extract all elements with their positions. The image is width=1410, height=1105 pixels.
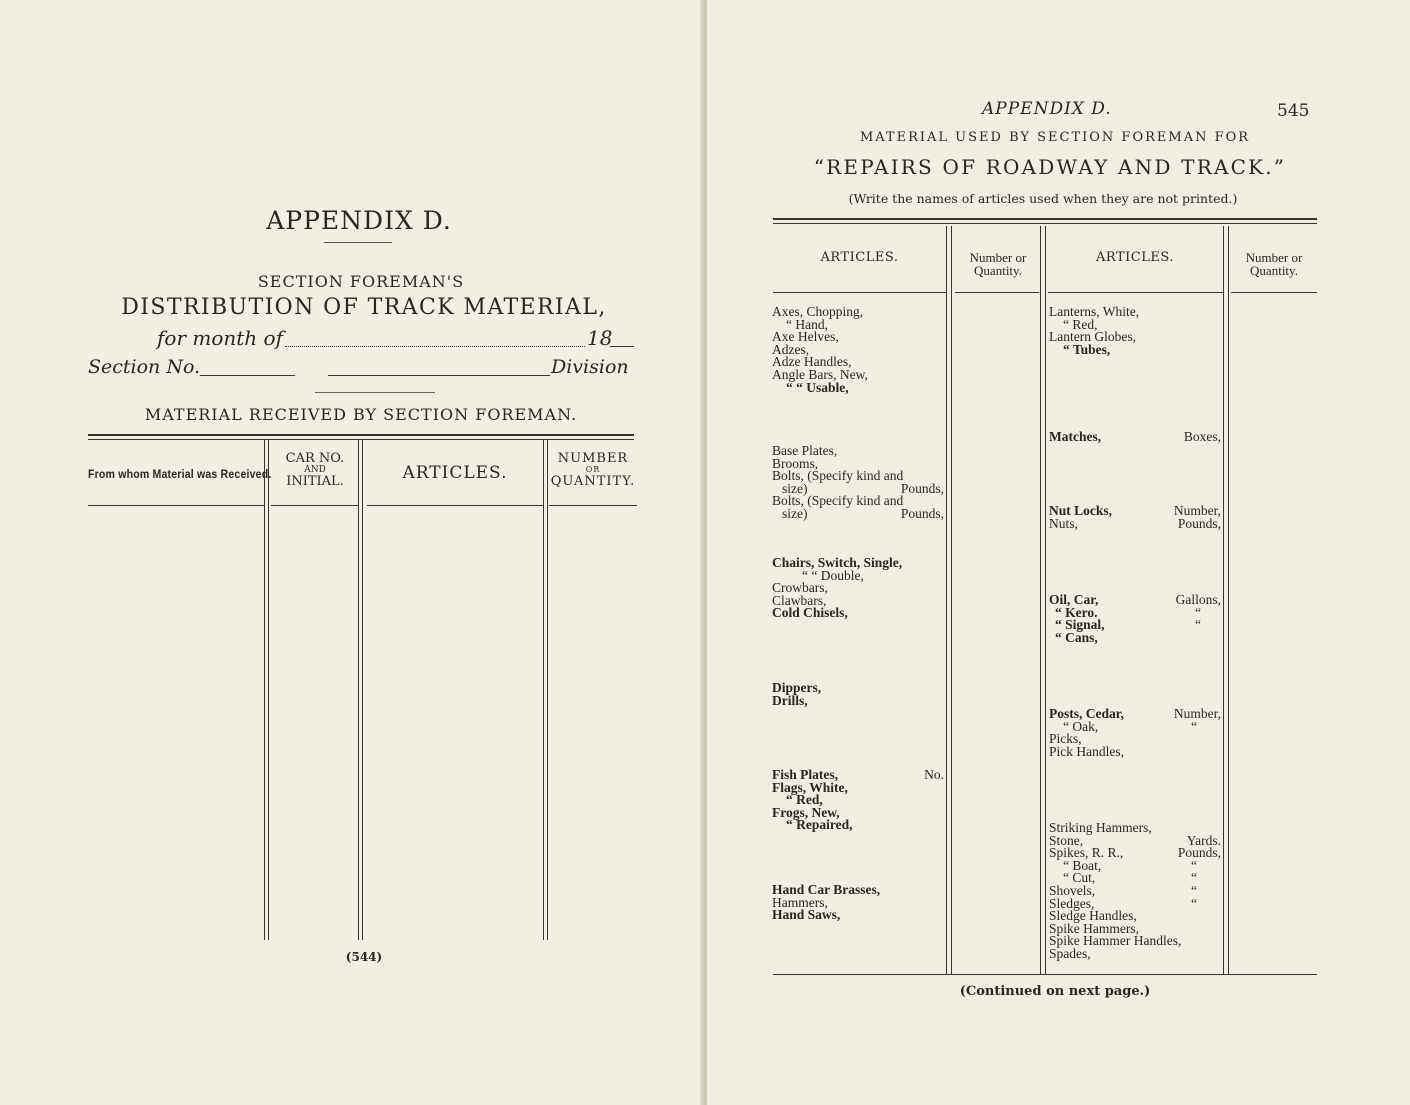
repairs-title: “REPAIRS OF ROADWAY AND TRACK.” xyxy=(813,155,1287,179)
article-group-m: Matches, Boxes, xyxy=(1049,429,1221,444)
article-group-c: Chairs, Switch, Single, “ “ Double, Crowbars, Clawbars, Cold Chisels, xyxy=(772,555,903,621)
col-number-2: Number or Quantity. xyxy=(1245,250,1303,278)
col-divider-3b xyxy=(1228,226,1229,974)
month-label: for month of xyxy=(157,326,283,350)
page-number-544: (544) xyxy=(345,950,383,964)
col-divider-2b xyxy=(362,440,363,940)
bolts-unit-row: Pounds, xyxy=(900,481,944,496)
header-bottom-rule-4 xyxy=(549,505,637,506)
section-number-label: Section No. xyxy=(88,356,201,378)
material-received-caption: MATERIAL RECEIVED BY SECTION FOREMAN. xyxy=(144,405,578,424)
separator-rule xyxy=(315,392,435,393)
col-divider-1a xyxy=(264,440,265,940)
col-divider-1b xyxy=(951,226,952,974)
page-number-545: 545 xyxy=(1277,101,1310,121)
col-divider-3a xyxy=(543,440,544,940)
col-articles-2: ARTICLES. xyxy=(1096,250,1174,265)
article-group-b: Base Plates, Brooms, Bolts, (Specify kind and size) Bolts, (Specify kind and size) Pounds, xyxy=(772,443,944,521)
article-group-d: Dippers, Drills, xyxy=(772,680,822,708)
distribution-heading: DISTRIBUTION OF TRACK MATERIAL, xyxy=(121,295,607,320)
right-page xyxy=(707,0,1410,1105)
year-label: 18 xyxy=(587,326,613,350)
title-rule xyxy=(324,242,392,243)
header-bottom-rule-1 xyxy=(88,505,264,506)
table-top-rule-thin xyxy=(88,439,634,440)
col-number-1: Number or Quantity. xyxy=(969,250,1027,278)
article-group-p: Posts, Cedar, Number, “ Oak, “ Picks, Pick Handles, xyxy=(1049,706,1221,759)
col-divider-1b xyxy=(268,440,269,940)
col-divider-2a xyxy=(1040,226,1041,974)
article-group-l: Lanterns, White, “ Red, Lantern Globes, “ Tubes, xyxy=(1049,304,1140,357)
month-dotted-line xyxy=(285,346,585,347)
appendix-title: APPENDIX D. xyxy=(266,206,452,235)
table-top-rule xyxy=(773,218,1317,220)
article-group-n: Nut Locks, Number, Nuts, Pounds, xyxy=(1049,503,1221,531)
col-from-whom: From whom Material was Received. xyxy=(88,467,272,481)
division-line xyxy=(328,375,550,376)
header-rule-4 xyxy=(1231,292,1317,293)
fish-plates-unit: No. xyxy=(924,767,944,782)
col-divider-3a xyxy=(1223,226,1224,974)
article-group-a: Axes, Chopping, “ Hand, Axe Helves, Adzes, Adze Handles, Angle Bars, New, “ “ Usable, xyxy=(772,304,868,395)
header-rule-3 xyxy=(1048,292,1223,293)
col-number-quantity: NUMBER OR QUANTITY. xyxy=(550,451,636,489)
table-top-rule-thin xyxy=(773,223,1317,224)
bolts-unit: Pounds, xyxy=(900,505,944,521)
article-group-h: Hand Car Brasses, Hammers, Hand Saws, xyxy=(772,882,881,923)
col-divider-1a xyxy=(946,226,947,974)
header-rule-1 xyxy=(773,292,946,293)
material-used-title: MATERIAL USED BY SECTION FOREMAN FOR xyxy=(859,130,1251,145)
col-divider-2b xyxy=(1045,226,1046,974)
col-articles: ARTICLES. xyxy=(402,463,508,483)
year-line xyxy=(610,346,634,347)
division-label: Division xyxy=(551,356,629,378)
table-bottom-rule xyxy=(773,974,1317,975)
instruction-note: (Write the names of articles used when they are not printed.) xyxy=(848,191,1238,206)
table-top-rule xyxy=(88,434,634,436)
section-number-line xyxy=(200,375,295,376)
header-bottom-rule-3 xyxy=(367,505,543,506)
article-group-s: Striking Hammers, Stone, Yards. Spikes, R. R., Pounds, “ Boat, “ “ Cut, “ Shovels, “ Sledges, “ Sledge Handles, Spike Hammers, Spike Hammer Handles, Spades, xyxy=(1049,820,1221,961)
header-rule-2 xyxy=(955,292,1039,293)
running-head: APPENDIX D. xyxy=(982,99,1112,119)
header-bottom-rule-2 xyxy=(271,505,358,506)
col-articles-1: ARTICLES. xyxy=(820,250,899,265)
article-group-o: Oil, Car, Gallons, “ Kero. “ “ Signal, “ “ Cans, xyxy=(1049,592,1221,645)
continued-note: (Continued on next page.) xyxy=(959,984,1151,999)
col-car-no: CAR NO. AND INITIAL. xyxy=(285,451,345,489)
article-group-f: Fish Plates, No. Flags, White, “ Red, Frogs, New, “ Repaired, xyxy=(772,767,944,833)
section-foremans-subtitle: SECTION FOREMAN'S xyxy=(257,272,465,291)
col-divider-2a xyxy=(358,440,359,940)
col-divider-3b xyxy=(547,440,548,940)
